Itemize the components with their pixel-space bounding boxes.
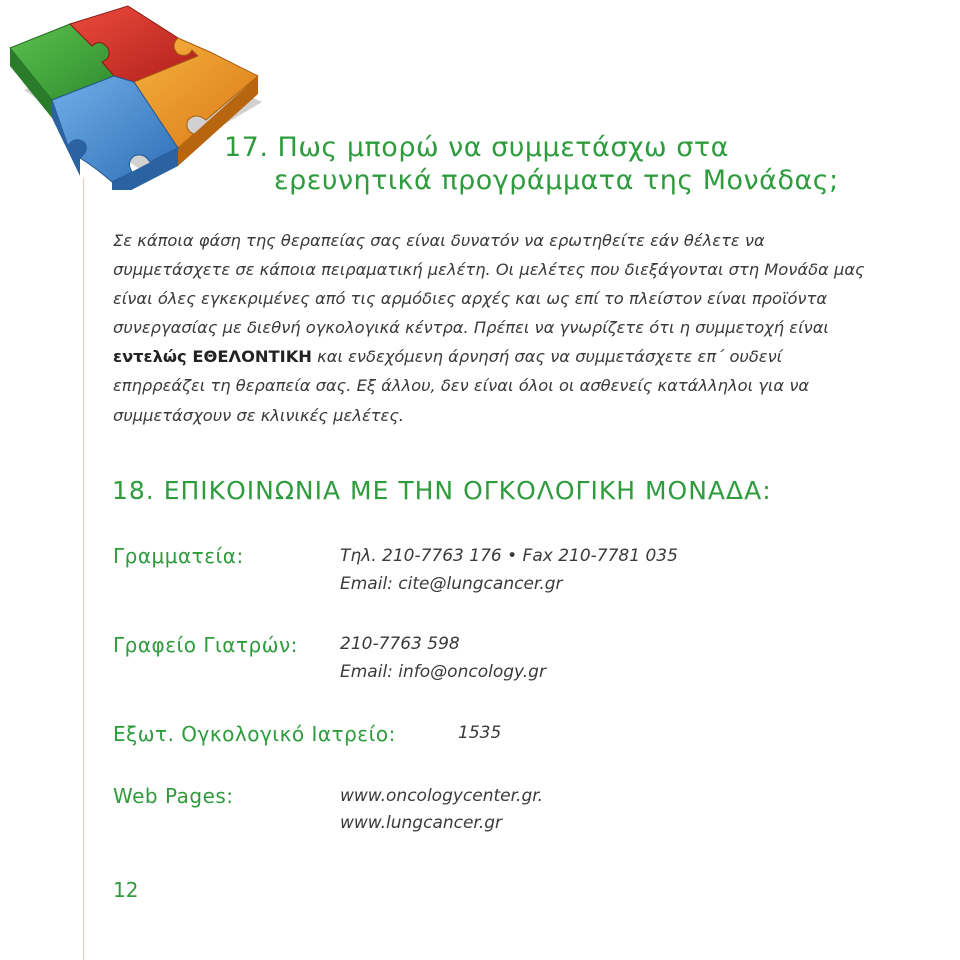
secretariat-phone-fax: Τηλ. 210-7763 176 • Fax 210-7781 035 bbox=[340, 546, 678, 566]
section-18-title: 18. ΕΠΙΚΟΙΝΩΝΙΑ ΜΕ ΤΗΝ ΟΓΚΟΛΟΓΙΚΗ ΜΟΝΑΔΑ: bbox=[112, 476, 772, 505]
page-number: 12 bbox=[113, 878, 139, 902]
outpatient-clinic-label: Εξωτ. Ογκολογικό Ιατρείο: bbox=[113, 722, 396, 746]
doctors-office-label: Γραφείο Γιατρών: bbox=[113, 633, 298, 657]
web-page-link-2[interactable]: www.lungcancer.gr bbox=[340, 813, 503, 833]
doctors-office-phone: 210-7763 598 bbox=[340, 634, 460, 654]
section-17-title-line1: 17. Πως μπορώ να συμμετάσχω στα bbox=[224, 132, 729, 163]
paragraph-text-part2: και ενδεχόμενη άρνησή σας να συμμετάσχετε επ΄ ουδενί επηρρεάζει τη θεραπεία σας. Εξ άλλου, δεν είναι όλοι οι ασθενείς κατάλληλοι για να συμμετάσχουν σε κλινικές μελέτες. bbox=[113, 347, 810, 425]
doctors-office-email[interactable]: Email: info@oncology.gr bbox=[340, 662, 546, 682]
paragraph-emphasis: εντελώς ΕΘΕΛΟΝΤΙΚΗ bbox=[113, 347, 312, 367]
section-17-title-line2: ερευνητικά προγράμματα της Μονάδας; bbox=[274, 165, 839, 196]
margin-rule bbox=[83, 178, 84, 960]
web-page-link-1[interactable]: www.oncologycenter.gr. bbox=[340, 786, 544, 806]
secretariat-label: Γραμματεία: bbox=[113, 544, 244, 568]
paragraph-text-part1: Σε κάποια φάση της θεραπείας σας είναι δυνατόν να ερωτηθείτε εάν θέλετε να συμμετάσχετε σε κάποια πειραματική μελέτη. Οι μελέτες που διεξάγονται στη Μονάδα μας είναι όλες εγκεκριμένες από τις αρμόδιες αρχές και ως επί το πλείστον είναι προϊόντα συνεργασίας με διεθνή ογκολογικά κέντρα. Πρέπει να γνωρίζετε ότι η συμμετοχή είναι bbox=[113, 231, 865, 338]
outpatient-clinic-phone: 1535 bbox=[458, 723, 502, 743]
web-pages-label: Web Pages: bbox=[113, 784, 234, 808]
section-17-paragraph bbox=[113, 226, 873, 430]
secretariat-email[interactable]: Email: cite@lungcancer.gr bbox=[340, 574, 563, 594]
